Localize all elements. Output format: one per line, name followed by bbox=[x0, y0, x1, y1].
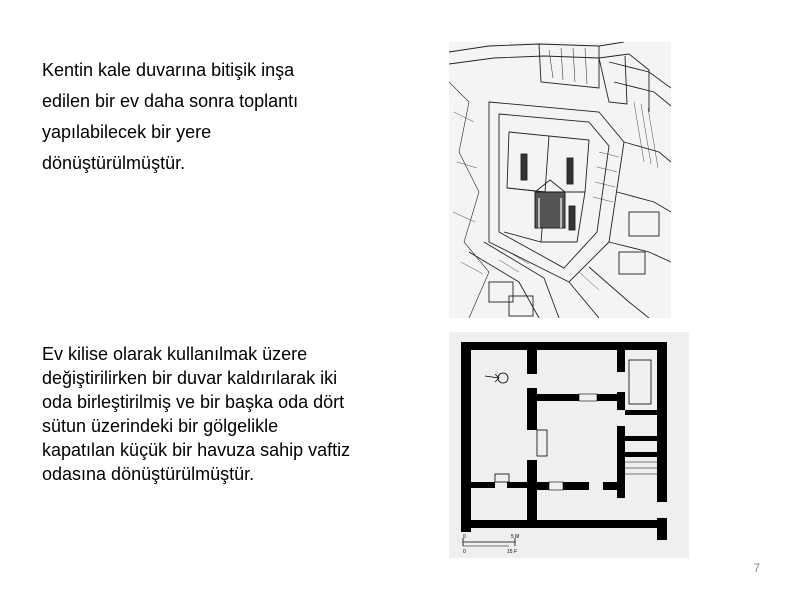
scale-label-bottom-end: 15 F bbox=[507, 549, 518, 555]
axonometric-house-sketch bbox=[449, 42, 671, 318]
paragraph2-line-6: odasına dönüştürülmüştür. bbox=[42, 464, 255, 484]
paragraph-baptistery bbox=[42, 342, 442, 486]
paragraph2-line-4: sütun üzerindeki bir gölgelikle bbox=[42, 416, 279, 436]
paragraph2-line-1: Ev kilise olarak kullanılmak üzere bbox=[42, 344, 308, 364]
scale-label-bottom-start: 0 bbox=[463, 549, 466, 555]
scale-label-top-start: 0 bbox=[463, 534, 466, 540]
paragraph2-line-2: değiştirilirken bir duvar kaldırılarak iki bbox=[42, 368, 338, 388]
paragraph2-line-5: kapatılan küçük bir havuza sahip vaftiz bbox=[42, 440, 351, 460]
floor-plan-drawing bbox=[449, 332, 689, 558]
paragraph1-line-2: edilen bir ev daha sonra toplantı bbox=[42, 91, 299, 111]
paragraph-city-wall-house bbox=[42, 55, 402, 179]
page-number: 7 bbox=[753, 561, 760, 575]
paragraph1-line-4: dönüştürülmüştür. bbox=[42, 153, 186, 173]
paragraph2-line-3: oda birleştirilmiş ve bir başka oda dört bbox=[42, 392, 345, 412]
paragraph1-line-3: yapılabilecek bir yere bbox=[42, 122, 212, 142]
scale-label-top-end: 5 M bbox=[511, 534, 520, 540]
paragraph1-line-1: Kentin kale duvarına bitişik inşa bbox=[42, 60, 295, 80]
